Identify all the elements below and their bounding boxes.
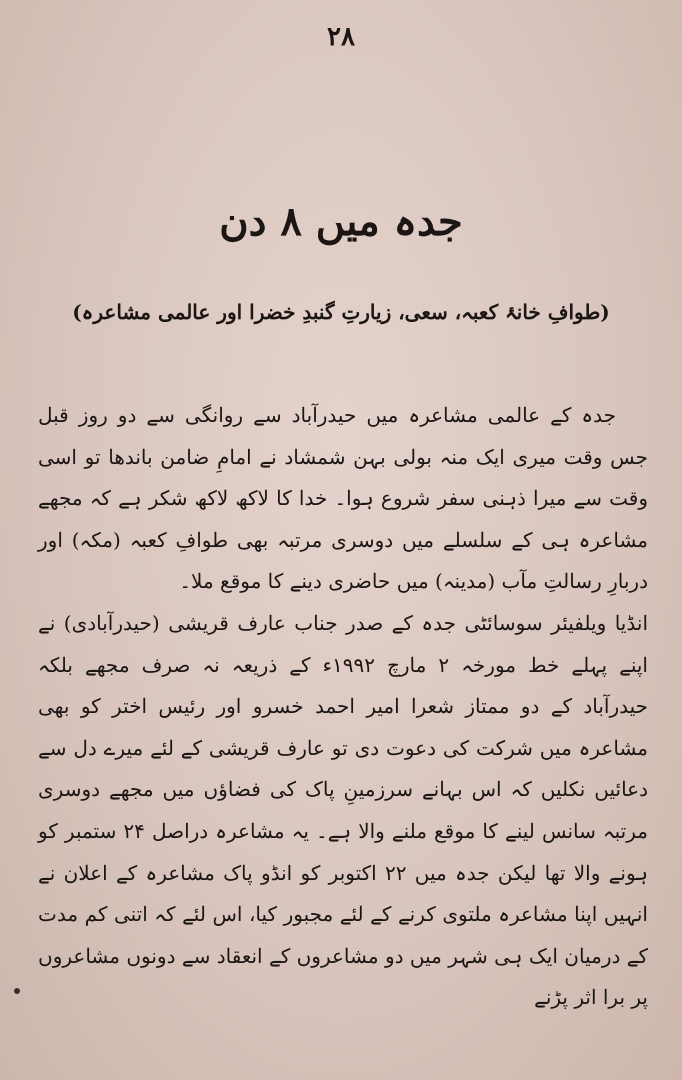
chapter-subtitle: (طوافِ خانۂ کعبہ، سعی، زیارتِ گنبدِ خضرا اور عالمی مشاعرہ)	[72, 300, 610, 324]
chapter-title: جدہ میں ۸ دن	[219, 198, 463, 245]
page-number: ۲۸	[327, 22, 355, 52]
body-text	[38, 395, 648, 1019]
ink-dot	[14, 988, 20, 994]
paragraph-2: انڈیا ویلفیئر سوسائٹی جدہ کے صدر جناب عارف قریشی (حیدرآبادی) نے اپنے پہلے خط مورخہ ۲ مارچ ۱۹۹۲ء کے ذریعہ نہ صرف مجھے بلکہ حیدرآباد کے دو ممتاز شعرا امیر احمد خسرو اور رئیس اختر کو بھی مشاعرہ میں شرکت کی دعوت دی تو عارف قریشی کے لئے میرے دل سے دعائیں نکلیں کہ اس بہانے سرزمینِ پاک کی فضاؤں میں مجھے دوسری مرتبہ سانس لینے کا موقع ملنے والا ہے۔ یہ مشاعرہ دراصل ۲۴ ستمبر کو ہونے والا تھا لیکن جدہ میں ۲۲ اکتوبر کو انڈو پاک مشاعرہ کے اعلان نے انہیں اپنا مشاعرہ ملتوی کرنے کے لئے مجبور کیا، اس لئے کہ اتنی کم مدت کے درمیان ایک ہی شہر میں دو مشاعروں کے انعقاد سے دونوں مشاعروں پر برا اثر پڑنے	[38, 610, 649, 1010]
paragraph-1: جدہ کے عالمی مشاعرہ میں حیدرآباد سے روانگی سے دو روز قبل جس وقت میری ایک منہ بولی بہن شمشاد نے امامِ ضامن باندھا تو اسی وقت سے میرا ذہنی سفر شروع ہوا۔ خدا کا لاکھ لاکھ شکر ہے کہ مجھے مشاعرہ ہی کے سلسلے میں دوسری مرتبہ بھی طوافِ کعبہ (مکہ) اور دربارِ رسالتِ مآب (مدینہ) میں حاضری دینے کا موقع ملا۔	[38, 403, 648, 594]
